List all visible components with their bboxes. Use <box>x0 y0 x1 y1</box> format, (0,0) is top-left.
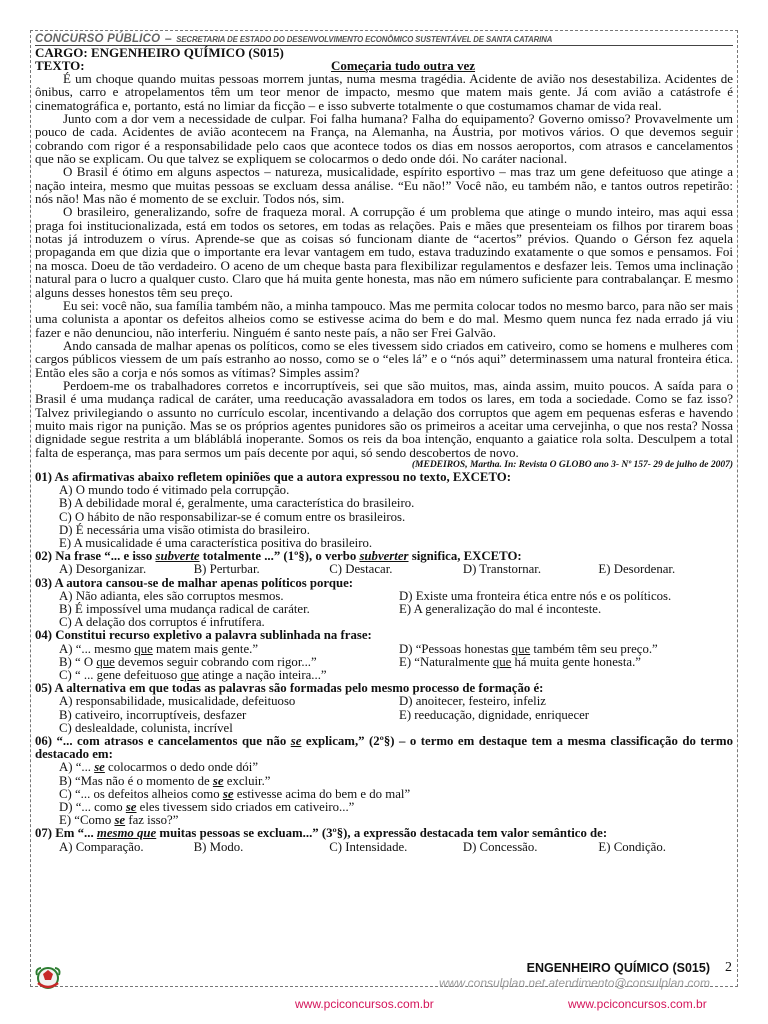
bottom-bar <box>0 997 768 1013</box>
text-label: TEXTO: <box>35 58 85 73</box>
q1-option-c: C) O hábito de não responsabilizar-se é comum entre os brasileiros. <box>59 509 406 524</box>
question-07 <box>35 827 733 853</box>
page-number: 2 <box>725 960 732 975</box>
text-heading <box>35 59 733 72</box>
question-03 <box>35 577 733 630</box>
text-title: Começaria tudo outra vez <box>331 58 476 73</box>
header-subtitle: SECRETARIA DE ESTADO DO DESENVOLVIMENTO ECONÔMICO SUSTENTÁVEL DE SANTA CATARINA <box>176 35 553 44</box>
footer-title: ENGENHEIRO QUÍMICO (S015) <box>526 961 710 975</box>
q4-option-a: A) “... mesmo que matem mais gente.” <box>59 641 259 656</box>
q1-option-b: B) A debilidade moral é, geralmente, uma característica do brasileiro. <box>59 496 415 511</box>
footer-website: www.consulplan.net atendimento@consulplan.com <box>438 976 710 990</box>
q4-option-d: D) “Pessoas honestas que também têm seu preço.” <box>399 641 658 656</box>
q2-head-part: 02) Na frase “... e isso <box>35 549 156 564</box>
question-04-head: 04) Constitui recurso expletivo a palavra sublinhada na frase: <box>35 628 372 643</box>
q4-option-e: E) “Naturalmente que há muita gente honesta.” <box>399 654 641 669</box>
q7-option-c: C) Intensidade. <box>329 839 408 854</box>
question-06 <box>35 735 733 827</box>
paragraph-3: O Brasil é ótimo em alguns aspectos – natureza, musicalidade, espírito esportivo – mas traz um gene defeituoso que atinge a nação inteira, mesmo que muitas pessoas se excluam dessa análise. “Eu não!” Você não, eu também não, e tantos outros repetirão: nós não! Mas não é momento de se excluir. Todos nós, sim. <box>35 164 733 207</box>
question-01-head: 01) As afirmativas abaixo refletem opiniões que a autora expressou no texto, EXCETO: <box>35 469 511 484</box>
q5-option-d: D) anoitecer, festeiro, infeliz <box>399 694 546 709</box>
q3-option-d: D) Existe uma fronteira ética entre nós e os políticos. <box>399 588 672 603</box>
q2-option-e: E) Desordenar. <box>598 562 676 577</box>
q6-option-c: C) “... os defeitos alheios como se estivesse acima do bem e do mal” <box>59 786 411 801</box>
state-crest-icon <box>34 965 62 991</box>
q4-option-c: C) “ ... gene defeituoso que atinge a nação inteira...” <box>59 668 327 683</box>
q2-option-c: C) Destacar. <box>329 562 393 577</box>
paragraph-2: Junto com a dor vem a necessidade de culpar. Foi falha humana? Falha do equipamento? Governo omisso? Provavelmente um pouco de cada. Acidentes de avião acontecem na França, na Alemanha, na Áustria, por motivos vários. O que devemos seguir cobrando com rigor é a responsabilidade pelo caos que acontece todos os dias em nossos aeroportos, com atrasos e cancelamentos que não se explicam. Ou que talvez se expliquem se colocarmos o dedo onde dói. No caráter nacional. <box>35 111 733 167</box>
q3-option-c: C) A delação dos corruptos é infrutífera. <box>59 615 265 630</box>
q2-word-subverter: subverter <box>359 549 409 564</box>
q1-option-d: D) É necessária uma visão otimista do brasileiro. <box>59 522 310 537</box>
q6-option-b: B) “Mas não é o momento de se excluir.” <box>59 773 271 788</box>
header-brand: CONCURSO PÚBLICO <box>35 33 161 45</box>
question-07-head: 07) Em “... mesmo que muitas pessoas se excluam...” (3º§), a expressão destacada tem valor semântico de: <box>35 826 608 841</box>
q2-option-a: A) Desorganizar. <box>59 562 147 577</box>
bottom-link-right[interactable]: www.pciconcursos.com.br <box>568 997 707 1011</box>
paragraph-6: Ando cansada de malhar apenas os políticos, como se eles tivessem sido criados em cativeiro, como se homens e mulheres com cargos públicos viessem de um país estranho ao nosso, como se o “eles lá” e o “nós aqui” determinassem uma natural fronteira ética. Então eles são a corja e nós somos as vítimas? Simples assim? <box>35 337 733 380</box>
q5-option-b: B) cativeiro, incorruptíveis, desfazer <box>59 707 247 722</box>
q6-option-a: A) “... se colocarmos o dedo onde dói” <box>59 760 259 775</box>
q4-option-b: B) “ O que devemos seguir cobrando com rigor...” <box>59 654 317 669</box>
paragraph-4: O brasileiro, generalizando, sofre de fraqueza moral. A corrupção é um problema que atinge o mundo inteiro, mas aqui essa praga foi institucionalizada, está em todos os setores, em todas as relações. Pais e mães que presenteiam os filhos por tirarem boas notas já introduzem o vírus. Aprende-se que as coisas só funcionam diante de “acertos” prévios. Quando o Gérson fez aquela propaganda em que dizia que o importante era levar vantagem em tudo, estava traduzindo exatamente o que somos e pensamos. Foi na mosca. Doeu de tão verdadeiro. O aceno de um cheque basta para flexibilizar regulamentos e desfazer leis. Temos uma inclinação natural para o lucro a qualquer custo. Claro que há muita gente honesta, mas não em número suficiente para contrabalançar. E mesmo alguns desses honestos têm seu preço. <box>35 204 733 300</box>
question-05-head: 05) A alternativa em que todas as palavras são formadas pelo mesmo processo de formação é: <box>35 681 544 696</box>
q7-option-e: E) Condição. <box>598 839 666 854</box>
q1-option-e: E) A musicalidade é uma característica positiva do brasileiro. <box>59 535 373 550</box>
q2-option-b: B) Perturbar. <box>193 562 260 577</box>
q7-option-a: A) Comparação. <box>59 839 144 854</box>
q2-head-part: significa, EXCETO: <box>408 549 522 564</box>
q1-option-a: A) O mundo todo é vitimado pela corrupção. <box>59 483 290 498</box>
q3-option-e: E) A generalização do mal é inconteste. <box>399 602 602 616</box>
q6-option-d: D) “... como se eles tivessem sido criados em cativeiro...” <box>59 800 355 815</box>
q7-option-d: D) Concessão. <box>462 839 538 854</box>
q3-option-a: A) Não adianta, eles são corruptos mesmos. <box>59 588 284 603</box>
page-footer <box>30 958 738 988</box>
question-05 <box>35 682 733 735</box>
q3-option-b: B) É impossível uma mudança radical de caráter. <box>59 602 310 616</box>
q7-option-b: B) Modo. <box>193 839 244 854</box>
q5-option-c: C) deslealdade, colunista, incrível <box>59 720 233 735</box>
q2-option-d: D) Transtornar. <box>462 562 542 577</box>
cargo-line: CARGO: ENGENHEIRO QUÍMICO (S015) <box>35 45 284 60</box>
q6-option-e: E) “Como se faz isso?” <box>59 813 179 828</box>
paragraph-7: Perdoem-me os trabalhadores corretos e incorruptíveis, sei que são muitos, mas, ainda assim, muito poucos. A saída para o Brasil é uma mudança radical de caráter, uma reeducação avassaladora em todos os lares, em toda a sociedade. Como se faz isso? Talvez privilegiando o assunto no currículo escolar, incentivando a delação dos corruptos que agem em pequenas esferas e havendo muito mais rigor na punição. Mas se os próprios agentes punidores são os primeiros a aceitar uma cervejinha, o que nos resta? Nossa dignidade segue restrita a um blábláblá inoperante. Somos os reis da boa intenção, enquanto a gaiatice rola solta. Desculpem a total falta de esperança, mas para sermos um país decente por aqui, só sendo descobertos de novo. <box>35 377 733 460</box>
citation: (MEDEIROS, Martha. In: Revista O GLOBO ano 3- Nº 157- 29 de julho de 2007) <box>411 459 733 470</box>
paragraph-1: É um choque quando muitas pessoas morrem juntas, numa mesma tragédia. Acidente de avião nos desestabiliza. Acidentes de ônibus, carro e atropelamentos têm um teor menor de impacto, mesmo que matem mais gente. Já com avião a catástrofe é cinematográfica e, portanto, está no limiar da ficção – e isso subverte totalmente o que costumamos chamar de vida real. <box>35 71 733 113</box>
q5-option-e: E) reeducação, dignidade, enriquecer <box>399 707 590 722</box>
q2-word-subverte: subverte <box>155 549 200 564</box>
exam-page <box>30 30 738 987</box>
question-04 <box>35 629 733 682</box>
question-03-head: 03) A autora cansou-se de malhar apenas políticos porque: <box>35 575 354 590</box>
question-01 <box>35 471 733 550</box>
page-header <box>35 31 733 46</box>
bottom-link-left[interactable]: www.pciconcursos.com.br <box>295 997 434 1011</box>
q2-head-part: totalmente ...” (1º§), o verbo <box>199 549 360 564</box>
question-02 <box>35 550 733 576</box>
header-dash: – <box>165 31 172 45</box>
q5-option-a: A) responsabilidade, musicalidade, defeituoso <box>59 694 296 709</box>
question-06-head: 06) “... com atrasos e cancelamentos que não se explicam,” (2º§) – o termo em destaque tem a mesma classificação do termo destacado em: <box>35 734 733 762</box>
paragraph-5: Eu sei: você não, sua família também não, a minha tampouco. Mas me permita colocar todos no mesmo barco, para não ser mais uma colunista a apontar os defeitos alheios como se estivesse acima do bem e do mal. Mesmo quem nunca fez nada errado já viu fazer e não denunciou, não interferiu. Ninguém é santo neste país, a não ser Frei Galvão. <box>35 297 733 340</box>
